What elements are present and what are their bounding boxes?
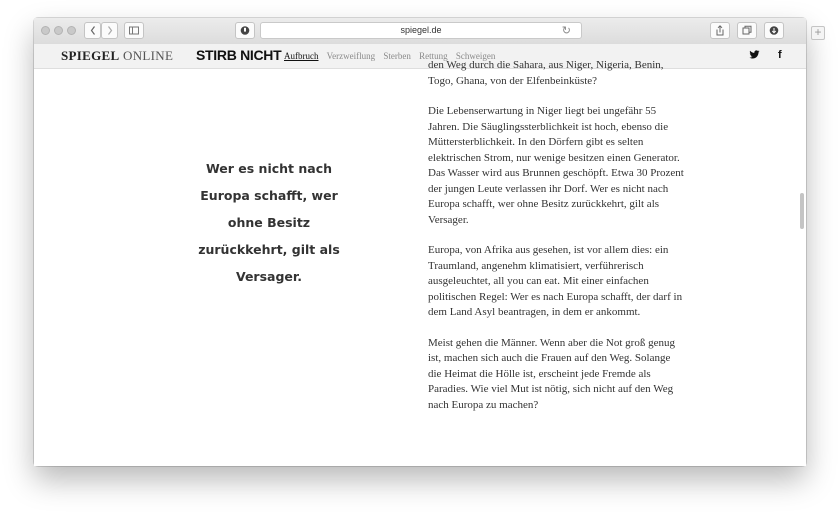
article-paragraph: Die Lebenserwartung in Niger liegt bei ungefähr 55 Jahren. Die Säuglingssterblichkeit ist hoch, ebenso die Müttersterblichkeit. In den Dörfern gibt es selten elektrischen Strom, nur wenige besitzen einen Generator. Das Wasser wird aus Brunnen geschöpft. Etwa 30 Prozent der jungen Leute verlassen ihr Dorf. Wer es nicht nach Europa schafft, wer ohne Besitz zurückkehrt, gilt als Versager. bbox=[428, 105, 684, 226]
downloads-button[interactable] bbox=[764, 22, 784, 39]
address-bar[interactable] bbox=[260, 22, 582, 39]
menu-item-rettung[interactable]: Rettung bbox=[419, 51, 448, 61]
article-paragraph: den Weg durch die Sahara, aus Niger, Nigeria, Benin, Togo, Ghana, von der Elfenbeinküste? bbox=[428, 59, 664, 87]
new-tab-button[interactable]: + bbox=[811, 26, 825, 40]
pull-quote-line: ohne Besitz bbox=[227, 215, 311, 230]
share-icon bbox=[714, 23, 726, 38]
zoom-window-button[interactable] bbox=[67, 26, 76, 35]
sidebar-button[interactable] bbox=[124, 22, 144, 39]
pull-quote bbox=[194, 155, 344, 290]
shield-icon bbox=[239, 23, 251, 38]
section-title[interactable]: STIRB NICHT bbox=[196, 47, 282, 63]
scrollbar-thumb[interactable] bbox=[800, 193, 804, 229]
url-text: spiegel.de bbox=[400, 25, 442, 35]
article-content bbox=[34, 59, 806, 466]
article-body bbox=[428, 58, 686, 428]
pull-quote-line: Versager. bbox=[235, 269, 303, 284]
close-window-button[interactable] bbox=[41, 26, 50, 35]
menu-item-verzweiflung[interactable]: Verzweiflung bbox=[326, 51, 376, 61]
menu-item-schweigen[interactable]: Schweigen bbox=[455, 51, 496, 61]
chevron-right-icon bbox=[106, 23, 114, 38]
minimize-window-button[interactable] bbox=[54, 26, 63, 35]
forward-button[interactable] bbox=[101, 22, 118, 39]
spiegel-logo[interactable] bbox=[61, 48, 173, 64]
logo-bold-text: SPIEGEL bbox=[61, 48, 120, 63]
share-button[interactable] bbox=[710, 22, 730, 39]
back-button[interactable] bbox=[84, 22, 101, 39]
article-paragraph: Europa, von Afrika aus gesehen, ist vor allem dies: ein Traumland, angenehm klimatisiert, verführerisch ausgeleuchtet, all you can eat. Mit einer einfachen politischen Regel: Wer es nach Europa schafft, der darf in dem Land Asyl beantragen, in dem er ankommt. bbox=[428, 244, 683, 318]
site-navigation bbox=[34, 44, 806, 69]
sidebar-icon bbox=[128, 23, 140, 38]
article-paragraph: Meist gehen die Männer. Wenn aber die Not groß genug ist, machen sich auch die Frauen auf den Weg. Solange die Heimat die Hölle ist, erscheint jede Fremde als Paradies. Wie viel Mut ist nötig, sich nicht auf den Weg nach Europa zu machen? bbox=[428, 336, 675, 411]
chevron-left-icon bbox=[89, 23, 97, 38]
twitter-icon[interactable] bbox=[749, 49, 760, 63]
menu-item-sterben[interactable]: Sterben bbox=[383, 51, 411, 61]
logo-light-text: ONLINE bbox=[123, 48, 174, 63]
browser-window bbox=[34, 18, 806, 466]
pull-quote-line: zurückkehrt, gilt als bbox=[198, 242, 340, 257]
reload-icon[interactable]: ↻ bbox=[561, 25, 571, 37]
browser-toolbar bbox=[34, 18, 806, 45]
facebook-icon[interactable]: f bbox=[778, 49, 782, 61]
menu-item-aufbruch[interactable]: Aufbruch bbox=[284, 51, 319, 61]
pull-quote-line: Europa schafft, wer bbox=[200, 188, 338, 203]
tabs-icon bbox=[741, 23, 753, 38]
privacy-report-button[interactable] bbox=[235, 22, 255, 39]
download-icon bbox=[768, 23, 780, 38]
pull-quote-line: Wer es nicht nach bbox=[205, 161, 333, 176]
tabs-button[interactable] bbox=[737, 22, 757, 39]
